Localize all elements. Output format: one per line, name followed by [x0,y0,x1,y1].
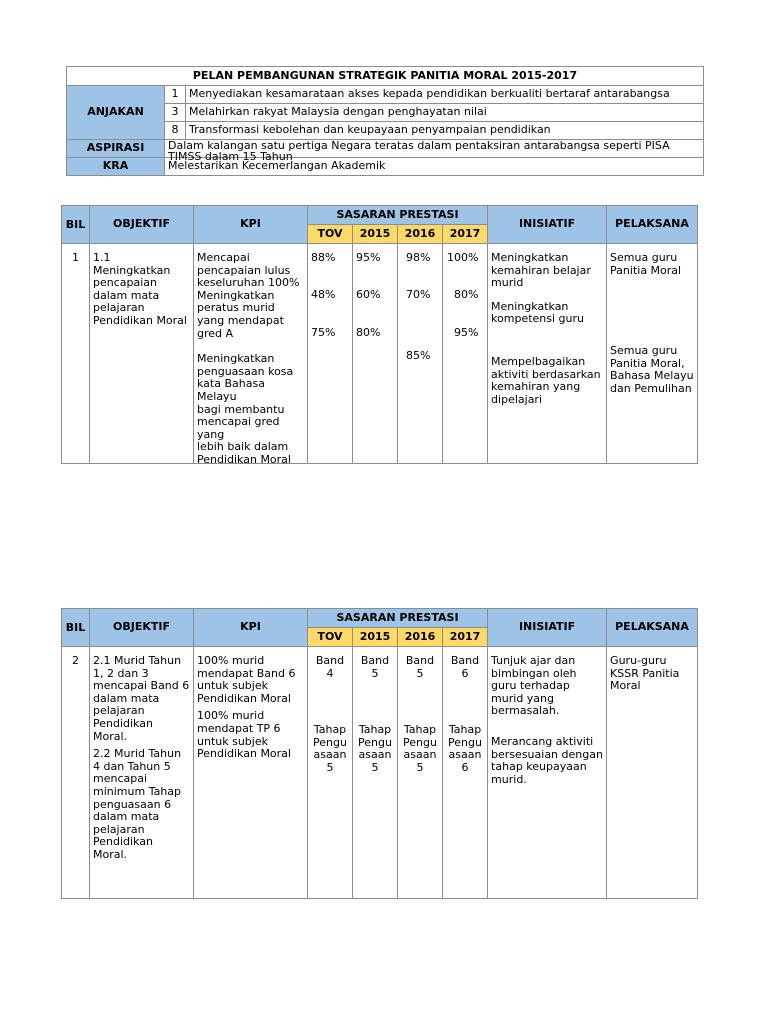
row-number: 1 [62,244,90,464]
target-2015-value: Band 5 [360,654,390,680]
initiative-item: Mempelbagaikan aktiviti berdasarkan kemahiran yang dipelajari [491,354,601,406]
year-2016-header: 2016 [398,225,443,244]
aspirasi-label: ASPIRASI [67,140,165,158]
target-2016-value: 85% [406,349,431,363]
kpi-item: Meningkatkan peratus murid yang mendapat gred A [197,288,284,340]
sasaran-prestasi-header: SASARAN PRESTASI [308,206,488,225]
kpi-item: 100% murid mendapat Band 6 untuk subjek Pendidikan Moral [197,654,296,705]
tov-value: 48% [311,287,336,301]
initiative-item: Merancang aktiviti bersesuaian dengan tahap keupayaan murid. [491,734,603,786]
target-2015-value: 60% [356,287,381,301]
target-2016-value: Band 5 [405,654,435,680]
objective-table-2 [61,608,698,899]
objective-item: 2.1 Murid Tahun 1, 2 dan 3 mencapai Band 6 dalam mata pelajaran Pendidikan Moral. [93,654,190,743]
objektif-header: OBJEKTIF [90,609,194,647]
tov-value: 75% [311,326,336,340]
target-2016-value: Tahap Pengu asaan 5 [403,723,437,774]
year-2016-header: 2016 [398,628,443,647]
anjakan-text: Melahirkan rakyat Malaysia dengan penghayatan nilai [186,104,704,122]
anjakan-label: ANJAKAN [67,86,165,140]
tov-value: 88% [311,251,336,264]
objective-table-1 [61,205,698,464]
target-2017-value: 95% [454,326,479,340]
kra-label: KRA [67,158,165,176]
kra-text: Melestarikan Kecemerlangan Akademik [165,158,704,176]
strategic-plan-header-table [66,66,704,176]
document-title: PELAN PEMBANGUNAN STRATEGIK PANITIA MORAL 2015-2017 [67,67,704,86]
target-2017-value: Tahap Pengu asaan 6 [448,723,482,774]
initiative-item: Meningkatkan kompetensi guru [491,299,585,326]
target-2016-value: 70% [406,287,431,301]
inisiatif-header: INISIATIF [488,609,607,647]
objective-item: 2.2 Murid Tahun 4 dan Tahun 5 mencapai minimum Tahap penguasaan 6 dalam mata pelajaran Pendidikan Moral. [93,747,182,861]
objektif-header: OBJEKTIF [90,206,194,244]
initiative-item: Meningkatkan kemahiran belajar murid [491,251,591,290]
target-2015-value: 95% [356,251,381,264]
year-2017-header: 2017 [443,628,488,647]
pelaksana-header: PELAKSANA [607,206,698,244]
implementer-item: Semua guru Panitia Moral, Bahasa Melayu dan Pemulihan [610,344,694,395]
bil-header: BIL [62,206,90,244]
tov-value: Band 4 [315,654,345,680]
target-2017-value: 80% [454,287,479,301]
target-2017-value: Band 6 [450,654,480,680]
row-number: 2 [62,647,90,899]
anjakan-text: Menyediakan kesamarataan akses kepada pendidikan berkualiti bertaraf antarabangsa [186,86,704,104]
objective-text: 1.1 Meningkatkan pencapaian dalam mata pelajaran Pendidikan Moral [90,244,194,464]
aspirasi-text: Dalam kalangan satu pertiga Negara teratas dalam pentaksiran antarabangsa seperti PISA TIMSS dalam 15 Tahun [168,139,670,163]
kpi-header: KPI [194,609,308,647]
tov-header: TOV [308,628,353,647]
kpi-item: Meningkatkan penguasaan kosa kata Bahasa Melayu bagi membantu mencapai gred yang lebih baik dalam Pendidikan Moral [197,352,294,466]
initiative-item: Tunjuk ajar dan bimbingan oleh guru terhadap murid yang bermasalah. [491,654,577,718]
anjakan-number: 3 [165,104,186,122]
tov-header: TOV [308,225,353,244]
year-2017-header: 2017 [443,225,488,244]
year-2015-header: 2015 [353,225,398,244]
bil-header: BIL [62,609,90,647]
implementer-item: Semua guru Panitia Moral [610,251,682,277]
target-2015-value: Tahap Pengu asaan 5 [358,723,392,774]
pelaksana-header: PELAKSANA [607,609,698,647]
target-2015-value: 80% [356,326,381,340]
inisiatif-header: INISIATIF [488,206,607,244]
kpi-item: Mencapai pencapaian lulus keseluruhan 100% [197,251,300,290]
anjakan-number: 1 [165,86,186,104]
anjakan-number: 8 [165,122,186,140]
year-2015-header: 2015 [353,628,398,647]
anjakan-text: Transformasi kebolehan dan keupayaan penyampaian pendidikan [186,122,704,140]
kpi-item: 100% murid mendapat TP 6 untuk subjek Pendidikan Moral [197,709,291,761]
implementer-item: Guru-guru KSSR Panitia Moral [607,647,698,899]
target-2016-value: 98% [406,251,431,264]
kpi-header: KPI [194,206,308,244]
tov-value: Tahap Pengu asaan 5 [313,723,347,774]
sasaran-prestasi-header: SASARAN PRESTASI [308,609,488,628]
target-2017-value: 100% [447,251,479,264]
